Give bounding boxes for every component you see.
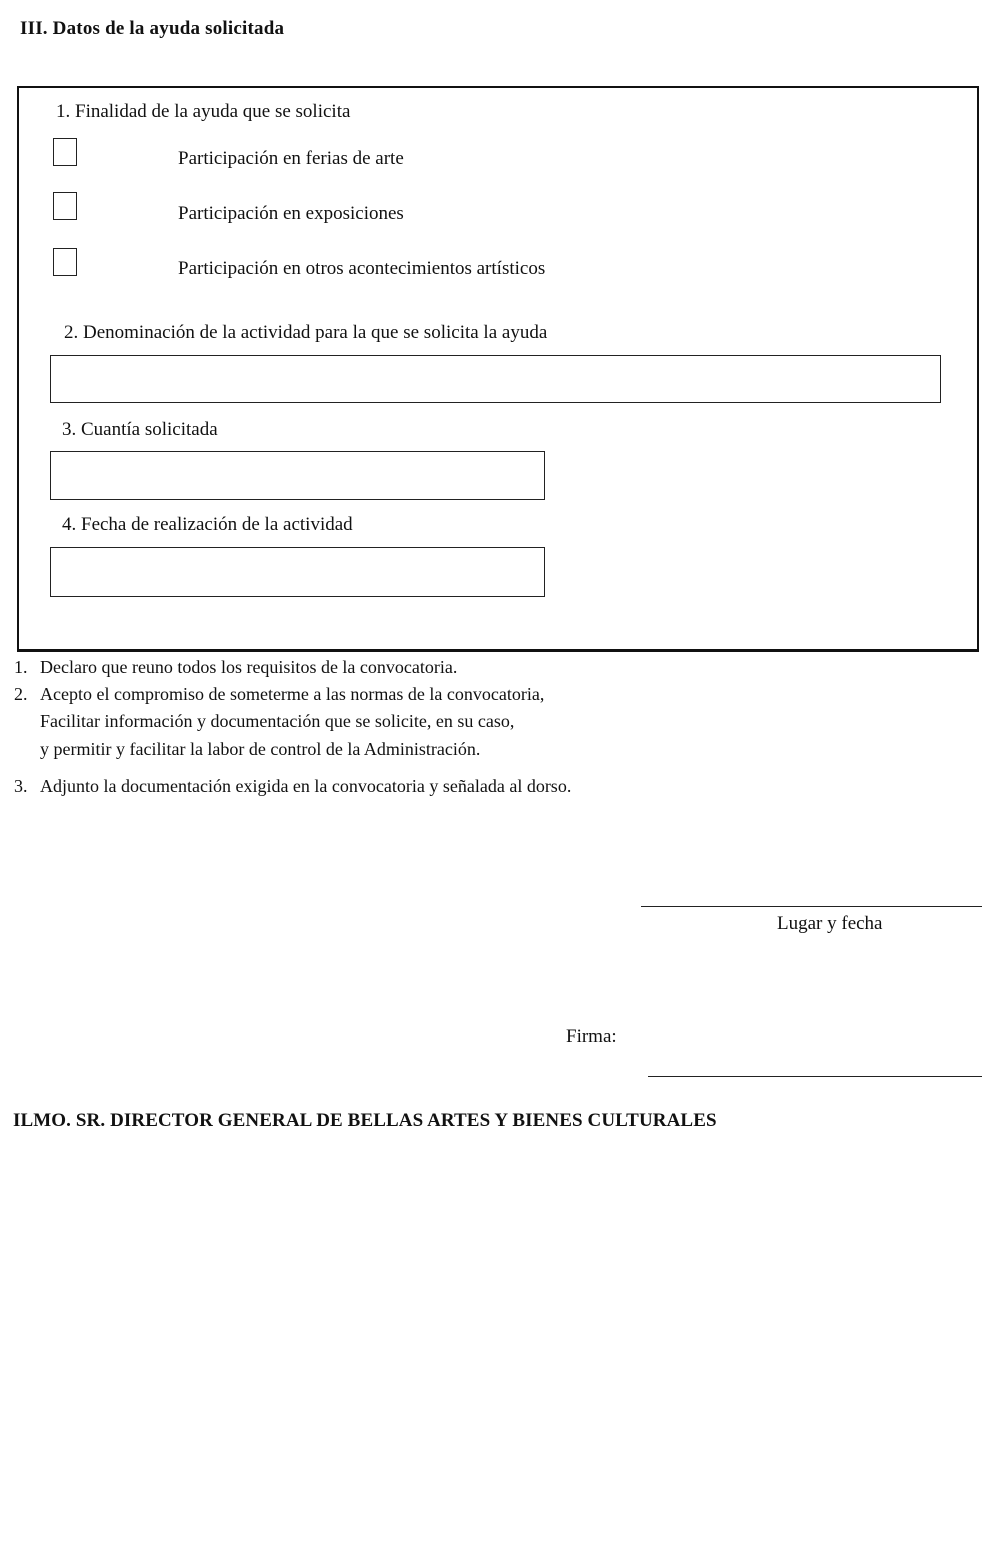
- amount-requested-label: 3. Cuantía solicitada: [62, 419, 218, 440]
- signature-label: Firma:: [566, 1026, 617, 1047]
- checkbox-art-fairs[interactable]: [53, 138, 77, 166]
- activity-date-label: 4. Fecha de realización de la actividad: [62, 514, 353, 535]
- declaration-3-number: 3.: [14, 776, 28, 796]
- place-date-line[interactable]: [641, 906, 982, 907]
- purpose-question-label: 1. Finalidad de la ayuda que se solicita: [56, 101, 351, 122]
- signature-line[interactable]: [648, 1076, 982, 1077]
- checkbox-exhibitions[interactable]: [53, 192, 77, 220]
- activity-date-field[interactable]: [50, 547, 545, 597]
- declaration-2-line-1: Acepto el compromiso de someterme a las normas de la convocatoria,: [40, 684, 545, 704]
- declaration-1-number: 1.: [14, 657, 28, 677]
- addressee-title: ILMO. SR. DIRECTOR GENERAL DE BELLAS ARTES Y BIENES CULTURALES: [13, 1110, 717, 1131]
- declaration-1-text: Declaro que reuno todos los requisitos de la convocatoria.: [40, 657, 458, 677]
- declaration-3-text: Adjunto la documentación exigida en la convocatoria y señalada al dorso.: [40, 776, 572, 796]
- declaration-2-line-2: Facilitar información y documentación que se solicite, en su caso,: [40, 711, 515, 731]
- declaration-2-line-3: y permitir y facilitar la labor de control de la Administración.: [40, 739, 481, 759]
- activity-name-label: 2. Denominación de la actividad para la que se solicita la ayuda: [64, 322, 548, 343]
- amount-requested-field[interactable]: [50, 451, 545, 500]
- declaration-2-number: 2.: [14, 684, 28, 704]
- option-exhibitions-label: Participación en exposiciones: [178, 203, 404, 224]
- section-title: III. Datos de la ayuda solicitada: [20, 18, 285, 39]
- option-art-fairs-label: Participación en ferias de arte: [178, 148, 404, 169]
- checkbox-other-events[interactable]: [53, 248, 77, 276]
- activity-name-field[interactable]: [50, 355, 941, 403]
- option-other-events-label: Participación en otros acontecimientos artísticos: [178, 258, 546, 279]
- place-date-label: Lugar y fecha: [777, 913, 883, 934]
